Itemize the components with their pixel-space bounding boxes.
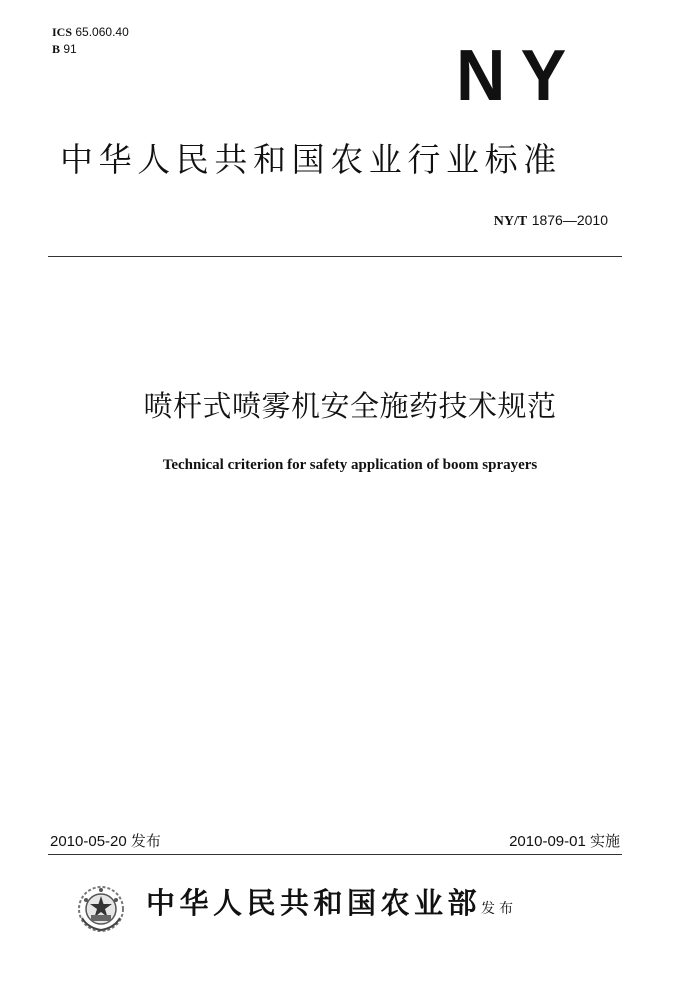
national-emblem-icon xyxy=(76,884,126,934)
class-code: 91 xyxy=(63,42,77,56)
implement-date-label: 实施 xyxy=(589,833,620,850)
class-line xyxy=(52,41,129,58)
ics-label: ICS xyxy=(52,25,73,39)
issue-date-value: 2010-05-20 xyxy=(50,833,127,850)
issue-date-label: 发布 xyxy=(130,833,161,850)
document-title-en: Technical criterion for safety application of boom sprayers xyxy=(162,457,538,473)
ics-classification xyxy=(52,24,129,58)
standard-number-value: 1876—2010 xyxy=(531,212,608,228)
issuing-ministry: 中华人民共和国农业部 xyxy=(146,886,482,920)
implement-date-value: 2010-09-01 xyxy=(509,833,586,850)
standard-code: NY/T xyxy=(493,214,528,229)
class-label: B xyxy=(52,42,61,56)
ics-line xyxy=(52,24,129,41)
standard-title: 中华人民共和国农业行业标准 xyxy=(60,140,562,179)
ny-logo: NY xyxy=(456,36,582,116)
standard-number xyxy=(494,212,608,230)
issue-date xyxy=(50,830,161,851)
header-divider xyxy=(48,256,622,257)
implement-date xyxy=(509,830,620,851)
ics-code: 65.060.40 xyxy=(75,25,129,39)
document-title-zh: 喷杆式喷雾机安全施药技术规范 xyxy=(143,389,557,423)
footer-divider xyxy=(48,854,622,855)
ministry-publish-label: 发布 xyxy=(481,901,517,917)
